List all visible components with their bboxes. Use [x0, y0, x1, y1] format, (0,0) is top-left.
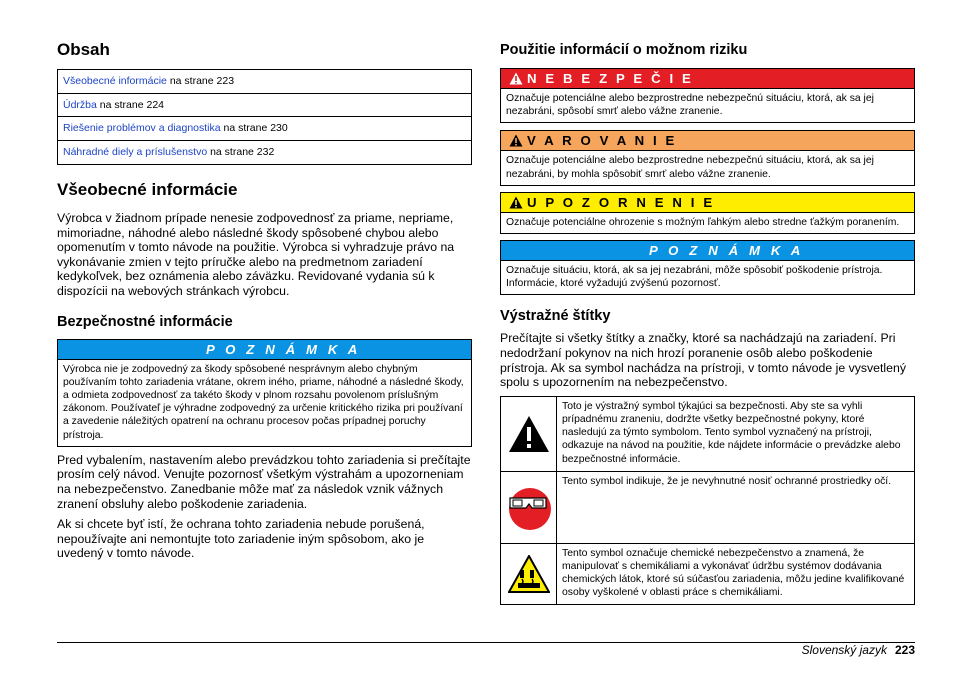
notice-body: Označuje situáciu, ktorá, ak sa jej nezabráni, môže spôsobiť poškodenie prístroja. Informácie, ktoré vyžadujú zvýšenú pozornosť.	[506, 265, 883, 290]
danger-body: Označuje potenciálne alebo bezprostredne nebezpečnú situáciu, ktorá, ak sa jej nezabráni, spôsobí smrť alebo vážne zranenie.	[506, 93, 874, 118]
caution-label: U P O Z O R N E N I E	[527, 194, 715, 210]
warning-box	[500, 130, 915, 185]
notice-box	[500, 240, 915, 295]
warning-triangle-icon	[501, 397, 557, 471]
notice-header: P O Z N Á M K A	[58, 340, 471, 360]
notice-header: P O Z N Á M K A	[501, 241, 914, 261]
toc-page-ref: na strane 230	[220, 122, 288, 134]
labels-paragraph: Prečítajte si všetky štítky a značky, ktoré sa nachádzajú na zariadení. Pri nedodržaní pokynov na nich hrozí poranenie osôb alebo poškodenie prístroja. Ak sa symbol nachádza na prístroji, v tomto návode je vysvetlený spolu s upozornením na nebezpečenstvo.	[500, 331, 906, 390]
left-column	[57, 38, 472, 561]
warning-triangle-icon	[509, 71, 523, 91]
warning-label: V A R O V A N I E	[527, 133, 677, 149]
danger-box	[500, 68, 915, 123]
caution-box	[500, 192, 915, 234]
notice-body: Výrobca nie je zodpovedný za škody spôsobené nesprávnym alebo chybným používaním tohto zariadenia vrátane, okrem iného, priame, náhodné a následné škody, a odmieta zodpovednosť za takéto škody v plnom rozsahu povolenom príslušným zákonom. Používateľ je výhradne zodpovedný za určenie kritického rizika pri používaní a zavedenie náležitých opatrení na ochranu procesov počas prípadnej poruchy prístroja.	[63, 363, 464, 441]
safety-info-title: Bezpečnostné informácie	[57, 313, 233, 330]
caution-body: Označuje potenciálne ohrozenie s možným ľahkým alebo stredne ťažkým poranením.	[506, 216, 900, 228]
labels-table	[500, 396, 915, 605]
safety-paragraph-2: Ak si chcete byť istí, že ochrana tohto zariadenia nebude porušená, nepoužívajte ani nemontujte toto zariadenie iným spôsobom, ako je uvedený v tomto návode.	[57, 517, 425, 561]
caution-header	[501, 193, 914, 213]
toc-link[interactable]: Náhradné diely a príslušenstvo	[63, 145, 208, 158]
warning-triangle-icon	[509, 133, 523, 153]
labels-title: Výstražné štítky	[500, 308, 611, 325]
toc-row	[58, 141, 471, 165]
toc-row	[58, 70, 471, 94]
label-row	[501, 472, 914, 544]
toc-link[interactable]: Údržba	[63, 98, 97, 111]
toc-page-ref: na strane 223	[166, 75, 235, 87]
warning-body: Označuje potenciálne alebo bezprostredne nebezpečnú situáciu, ktorá, ak sa jej nezabráni, by mohla spôsobiť smrť alebo vážne zranenie.	[506, 155, 874, 180]
protective-eyewear-icon	[501, 472, 557, 543]
right-column	[500, 38, 915, 605]
toc-page-ref: na strane 224	[96, 98, 164, 111]
notice-box	[57, 339, 472, 447]
footer-language: Slovenský jazyk	[801, 643, 887, 657]
general-info-paragraph: Výrobca v žiadnom prípade nenesie zodpovednosť za priame, nepriame, mimoriadne, náhodné alebo následné škody spôsobené chybou alebo opomenutím v tomto návode na použitie. Výrobca si vyhradzuje právo na vykonávanie zmien v tejto príručke alebo na predmetnom zariadení kedykoľvek, bez oznámenia alebo záväzku. Revidované vydania sú k dispozícii na webových stránkach výrobcu.	[57, 211, 455, 298]
toc-link[interactable]: Riešenie problémov a diagnostika	[63, 122, 221, 134]
hazard-info-title: Použitie informácií o možnom riziku	[500, 42, 748, 58]
general-info-title: Všeobecné informácie	[57, 180, 238, 199]
page-number: 223	[894, 643, 915, 657]
toc-page-ref: na strane 232	[207, 145, 275, 158]
danger-label: N E B E Z P E Č I E	[527, 71, 694, 86]
footer	[802, 643, 915, 657]
chemical-hazard-icon	[501, 544, 557, 604]
toc-table	[57, 69, 472, 165]
footer-rule	[57, 642, 915, 643]
label-description: Tento symbol označuje chemické nebezpečenstvo a znamená, že manipulovať s chemikáliami a vykonávať údržbu systémov dodávania chemických látok, ktoré sú súčasťou zariadenia, môžu jedine kvalifikované osoby vyškolené v oblasti práce s chemikáliami.	[562, 547, 905, 599]
warning-header	[501, 131, 914, 151]
toc-title: Obsah	[57, 40, 110, 59]
label-row	[501, 397, 914, 472]
toc-link[interactable]: Všeobecné informácie	[63, 75, 167, 87]
toc-row	[58, 117, 471, 141]
safety-paragraph-1: Pred vybalením, nastavením alebo prevádzkou tohto zariadenia si prečítajte prosím celý návod. Venujte pozornosť všetkým výstrahám a upozorneniam na nebezpečenstvo. Zanedbanie môže mať za následok vznik vážnych zranení obsluhy alebo poškodenie zariadenia.	[57, 452, 471, 511]
danger-header	[501, 69, 914, 89]
label-description: Toto je výstražný symbol týkajúci sa bezpečnosti. Aby ste sa vyhli prípadnému zraneniu, dodržte všetky bezpečnostné pokyny, ktoré nasledujú za týmto symbolom. Tento symbol vyznačený na prístroji, odkazuje na návod na použitie, kde nájdete informácie o prevádzke alebo bezpečnostné informácie.	[562, 400, 901, 465]
label-row	[501, 544, 914, 604]
warning-triangle-icon	[509, 195, 523, 215]
toc-row	[58, 94, 471, 118]
label-description: Tento symbol indikuje, že je nevyhnutné nosiť ochranné prostriedky očí.	[562, 475, 892, 487]
